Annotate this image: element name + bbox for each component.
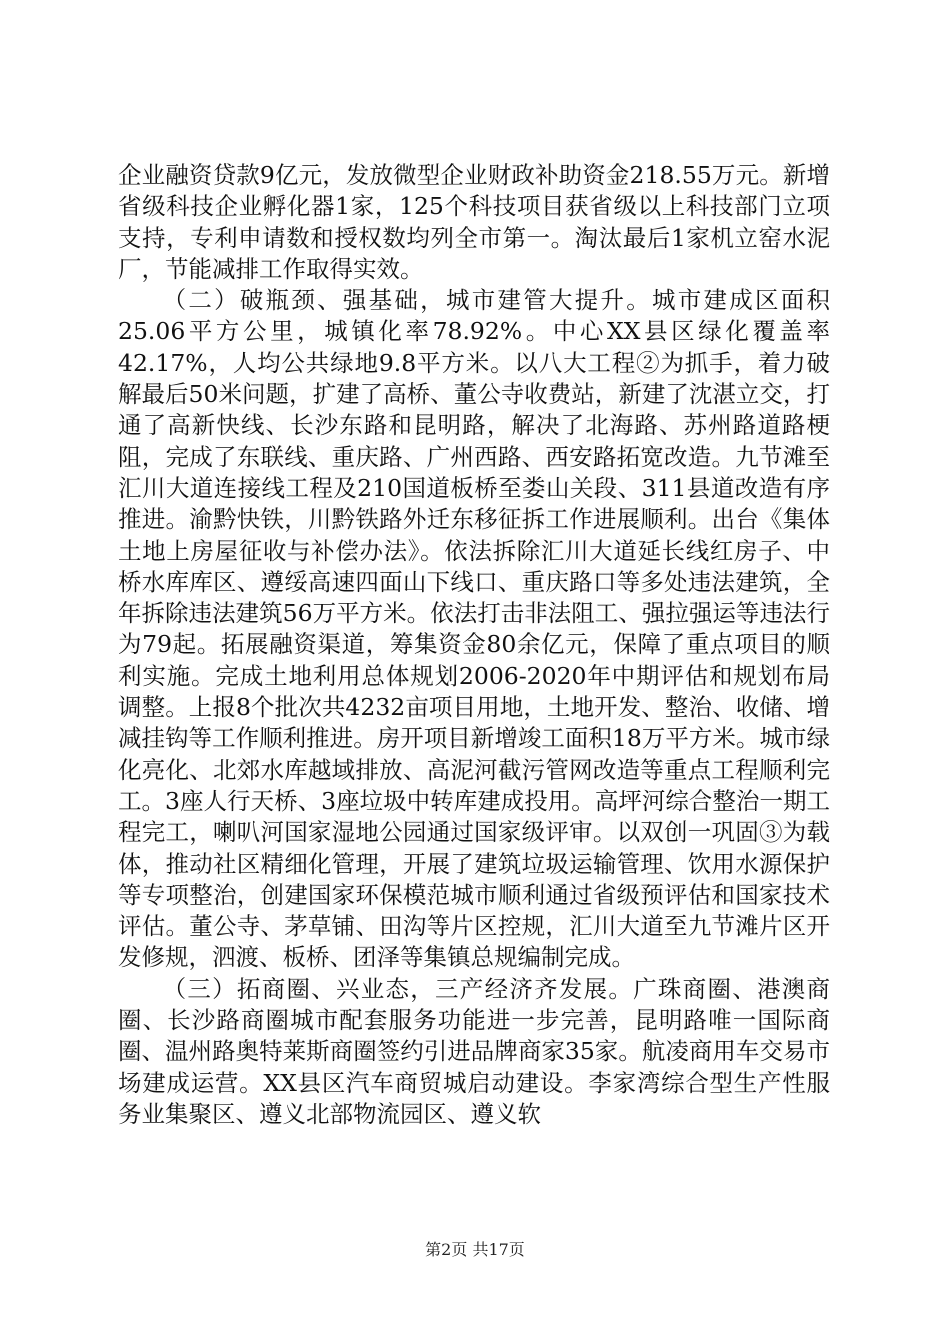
document-body	[118, 160, 830, 1130]
paragraph-2: （二）破瓶颈、强基础，城市建管大提升。城市建成区面积25.06平方公里，城镇化率78.92%。中心XX县区绿化覆盖率42.17%，人均公共绿地9.8平方米。以八大工程②为抓手，着力破解最后50米问题，扩建了高桥、董公寺收费站，新建了沈湛立交，打通了高新快线、长沙东路和昆明路，解决了北海路、苏州路道路梗阻，完成了东联线、重庆路、广州西路、西安路拓宽改造。九节滩至汇川大道连接线工程及210国道板桥至娄山关段、311县道改造有序推进。渝黔快铁，川黔铁路外迁东移征拆工作进展顺利。出台《集体土地上房屋征收与补偿办法》。依法拆除汇川大道延长线红房子、中桥水库库区、遵绥高速四面山下线口、重庆路口等多处违法建筑，全年拆除违法建筑56万平方米。依法打击非法阻工、强拉强运等违法行为79起。拓展融资渠道，筹集资金80余亿元，保障了重点项目的顺利实施。完成土地利用总体规划2006-2020年中期评估和规划布局调整。上报8个批次共4232亩项目用地，土地开发、整治、收储、增减挂钩等工作顺利推进。房开项目新增竣工面积18万平方米。城市绿化亮化、北郊水库越域排放、高泥河截污管网改造等重点工程顺利完工。3座人行天桥、3座垃圾中转库建成投用。高坪河综合整治一期工程完工，喇叭河国家湿地公园通过国家级评审。以双创一巩固③为载体，推动社区精细化管理，开展了建筑垃圾运输管理、饮用水源保护等专项整治，创建国家环保模范城市顺利通过省级预评估和国家技术评估。董公寺、茅草铺、田沟等片区控规，汇川大道至九节滩片区开发修规，泗渡、板桥、团泽等集镇总规编制完成。	[118, 286, 830, 972]
paragraph-1: 企业融资贷款9亿元，发放微型企业财政补助资金218.55万元。新增省级科技企业孵化器1家，125个科技项目获省级以上科技部门立项支持，专利申请数和授权数均列全市第一。淘汰最后1家机立窑水泥厂，节能减排工作取得实效。	[118, 161, 830, 283]
paragraph-3: （三）拓商圈、兴业态，三产经济齐发展。广珠商圈、港澳商圈、长沙路商圈城市配套服务功能进一步完善，昆明路唯一国际商圈、温州路奥特莱斯商圈签约引进品牌商家35家。航凌商用车交易市场建成运营。XX县区汽车商贸城启动建设。李家湾综合型生产性服务业集聚区、遵义北部物流园区、遵义软	[118, 974, 830, 1128]
page-number-footer: 第2页 共17页	[425, 1240, 525, 1259]
